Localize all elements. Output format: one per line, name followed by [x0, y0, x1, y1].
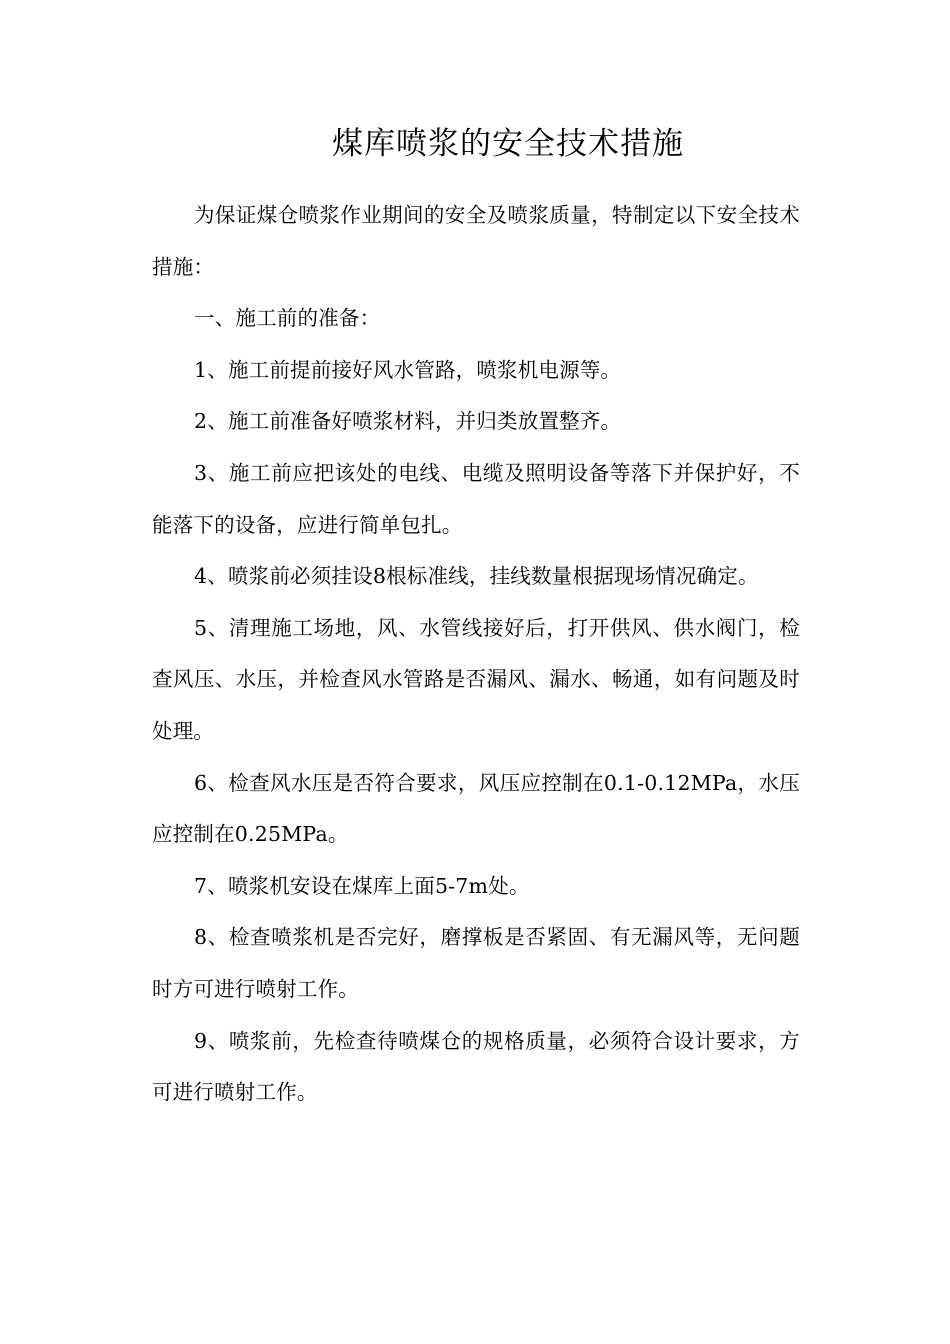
list-item: 2、施工前准备好喷浆材料，并归类放置整齐。 — [194, 409, 622, 434]
list-item: 4、喷浆前必须挂设8根标准线，挂线数量根据现场情况确定。 — [194, 564, 759, 589]
list-item: 3、施工前应把该处的电线、电缆及照明设备等落下并保护好，不能落下的设备，应进行简单包扎。 — [152, 460, 800, 537]
document-title: 煤库喷浆的安全技术措施 — [332, 126, 684, 162]
section-heading: 一、施工前的准备： — [194, 306, 381, 331]
list-item: 5、清理施工场地，风、水管线接好后，打开供风、供水阀门，检查风压、水压，并检查风水管路是否漏风、漏水、畅通，如有问题及时处理。 — [152, 615, 800, 743]
list-item: 6、检查风水压是否符合要求，风压应控制在0.1-0.12MPa，水压应控制在0.25MPa。 — [152, 770, 800, 847]
document-body — [152, 190, 800, 1119]
intro-paragraph: 为保证煤仓喷浆作业期间的安全及喷浆质量，特制定以下安全技术措施： — [152, 203, 800, 279]
list-item: 9、喷浆前，先检查待喷煤仓的规格质量，必须符合设计要求，方可进行喷射工作。 — [152, 1028, 800, 1105]
list-item: 8、检查喷浆机是否完好，磨撑板是否紧固、有无漏风等，无问题时方可进行喷射工作。 — [152, 925, 800, 1001]
list-item: 7、喷浆机安设在煤库上面5-7m处。 — [194, 873, 530, 898]
list-item: 1、施工前提前接好风水管路，喷浆机电源等。 — [194, 357, 622, 382]
